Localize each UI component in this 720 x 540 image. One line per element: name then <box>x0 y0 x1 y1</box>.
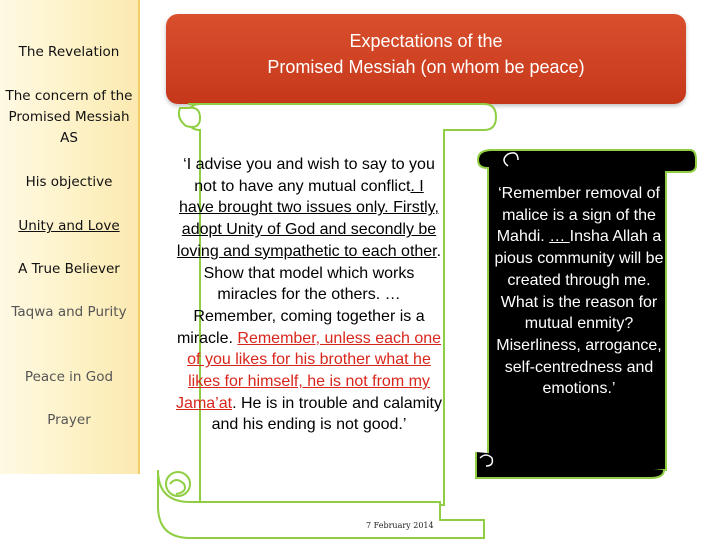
sidebar-item-taqwa[interactable]: Taqwa and Purity <box>11 304 127 320</box>
right-quote: ‘Remember removal of malice is a sign of the Mahdi. … Insha Allah a pious community will be created through me. What is the reason for mutual enmity? Miserliness, arrogance, self-centredness and emotions.’ <box>494 185 664 398</box>
sidebar-item-true-believer[interactable]: A True Believer <box>18 261 120 277</box>
sidebar-item-concern[interactable]: The concern of the Promised Messiah AS <box>5 88 133 146</box>
page-title: Expectations of the Promised Messiah (on whom be peace) <box>267 31 585 77</box>
sidebar-item-unity-and-love[interactable]: Unity and Love <box>18 218 120 234</box>
sidebar-item-prayer[interactable]: Prayer <box>47 412 91 428</box>
center-quote: ‘I advise you and wish to say to you not to have any mutual conflict. I have brought two issues only. Firstly, adopt Unity of God and secondly be loving and sympathetic to each other. Show that model which works miracles for the others. … Remember, coming together is a miracle. Remember, unless each one of you likes for his brother what he likes for himself, he is not from my Jama’at. He is in trouble and calamity and his ending is not good.’ <box>176 156 442 434</box>
sidebar-item-objective[interactable]: His objective <box>25 174 113 190</box>
sidebar-item-peace-in-god[interactable]: Peace in God <box>24 369 114 385</box>
footer-date: 7 February 2014 <box>366 521 434 530</box>
sidebar-item-revelation[interactable]: The Revelation <box>18 44 120 60</box>
